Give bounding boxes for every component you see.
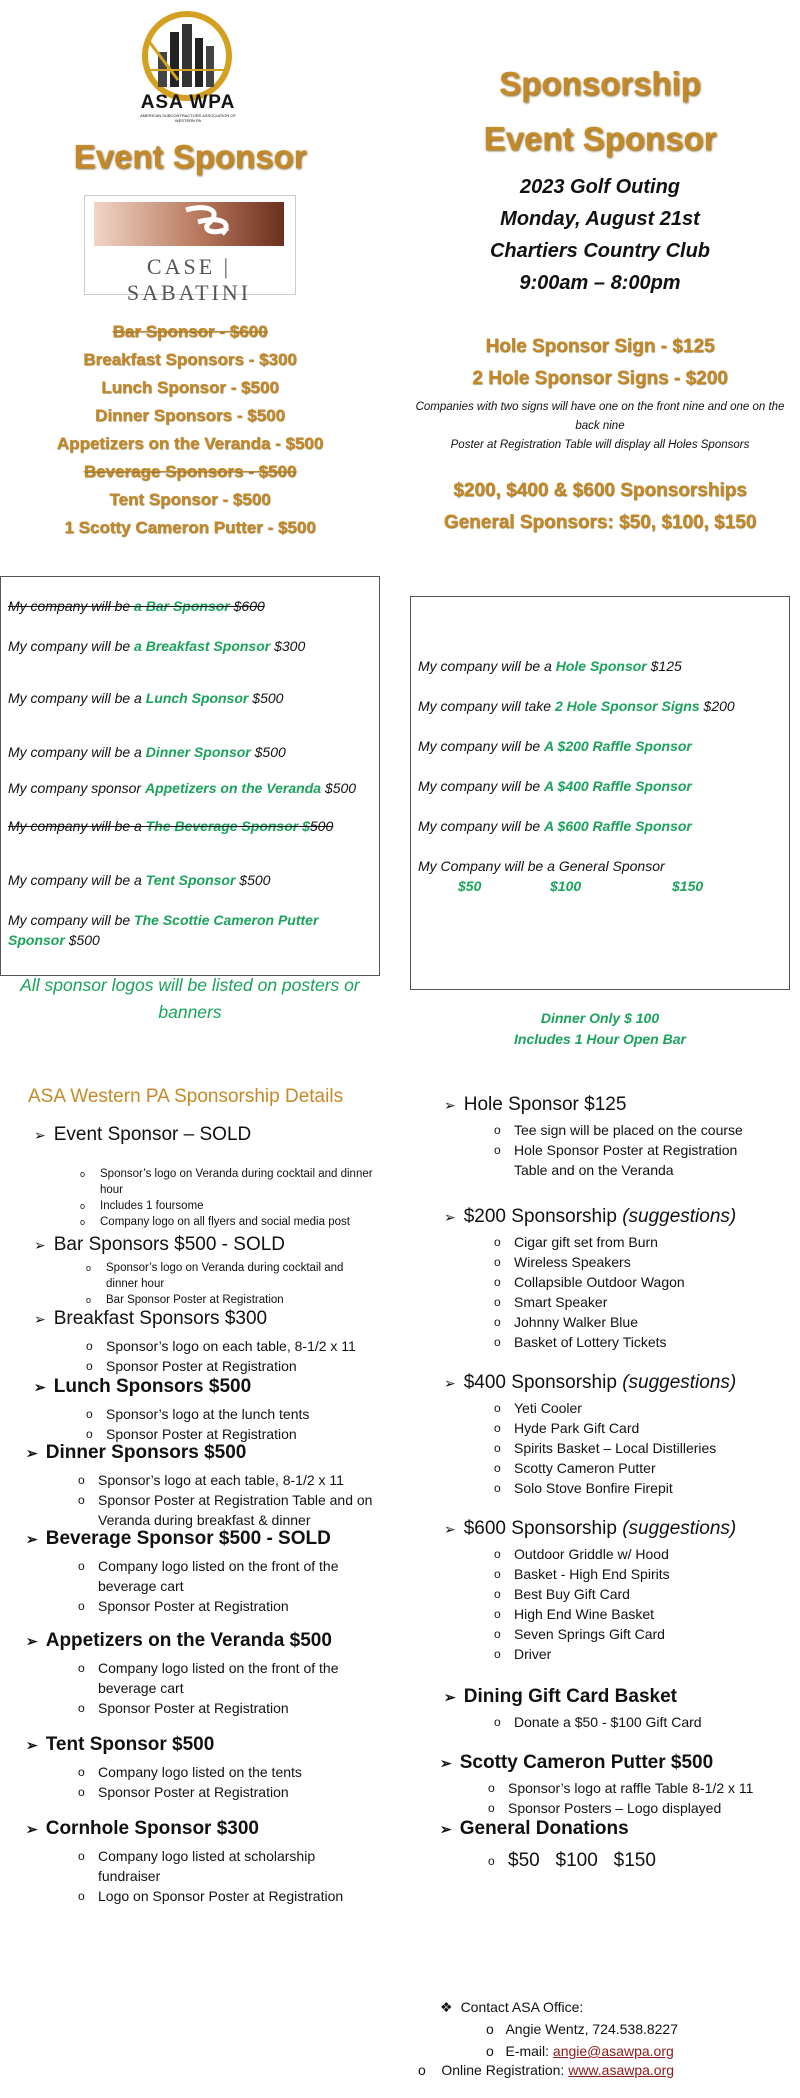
arrow-bullet-icon: ➢	[440, 1821, 452, 1837]
arrow-bullet-icon: ➢	[440, 1755, 452, 1771]
form-option-raffle-200[interactable]: My company will be A $200 Raffle Sponsor	[418, 738, 692, 754]
left-sponsor-bar: Bar Sponsor - $600	[112, 322, 268, 341]
detail-dinner-sponsors: ➢ Dinner Sponsors $500	[26, 1442, 247, 1463]
detail-event-sponsor: ➢ Event Sponsor – SOLD	[34, 1124, 252, 1145]
detail-600-sponsorship: ➢ $600 Sponsorship (suggestions)	[444, 1518, 737, 1539]
detail-600-sponsorship-list: o Outdoor Griddle w/ Hood o Basket - High End Spirits o Best Buy Gift Card o High End Wine Basket o Seven Springs Gift Card o Driver	[492, 1544, 772, 1664]
sponsorship-levels: $200, $400 & $600 Sponsorships	[453, 480, 747, 501]
detail-tent-sponsor-list: o Company logo listed on the tents o Sponsor Poster at Registration	[76, 1762, 376, 1802]
detail-cornhole-sponsor: ➢ Cornhole Sponsor $300	[26, 1818, 260, 1839]
arrow-bullet-icon: ➢	[444, 1521, 456, 1537]
contact-block	[440, 1996, 780, 2062]
arrow-bullet-icon: ➢	[34, 1379, 46, 1395]
detail-200-sponsorship-list: o Cigar gift set from Burn o Wireless Speakers o Collapsible Outdoor Wagon o Smart Speaker o Johnny Walker Blue o Basket of Lottery Tickets	[492, 1232, 772, 1352]
form-option-hole[interactable]: My company will be a Hole Sponsor $125	[418, 658, 682, 674]
form-option-breakfast[interactable]: My company will be a Breakfast Sponsor $300	[8, 638, 306, 654]
detail-scotty-cameron: ➢ Scotty Cameron Putter $500	[440, 1752, 714, 1773]
left-event-sponsor-title: Event Sponsor	[73, 138, 307, 175]
detail-dining-gift-card: ➢ Dining Gift Card Basket	[444, 1686, 677, 1707]
arrow-bullet-icon: ➢	[34, 1127, 46, 1143]
form-option-appetizers[interactable]: My company sponsor Appetizers on the Veranda $500	[8, 780, 357, 796]
detail-beverage-sponsor-list: o Company logo listed on the front of the beverage cart o Sponsor Poster at Registration	[76, 1556, 376, 1616]
detail-scotty-cameron-list: o Sponsor’s logo at raffle Table 8-1/2 x 11 o Sponsor Posters – Logo displayed	[486, 1778, 786, 1818]
arrow-bullet-icon: ➢	[444, 1375, 456, 1391]
arrow-bullet-icon: ➢	[444, 1689, 456, 1705]
left-sponsor-appetizers: Appetizers on the Veranda - $500	[56, 434, 324, 453]
left-sponsor-putter: 1 Scotty Cameron Putter - $500	[64, 518, 316, 537]
arrow-bullet-icon: ➢	[26, 1737, 38, 1753]
left-sponsor-beverage: Beverage Sponsors - $500	[83, 462, 297, 481]
arrow-bullet-icon: ➢	[34, 1237, 46, 1253]
case-sabatini-emblem	[94, 202, 284, 246]
arrow-bullet-icon: ➢	[34, 1311, 46, 1327]
contact-name: o Angie Wentz, 724.538.8227	[486, 2021, 679, 2037]
form-option-raffle-600[interactable]: My company will be A $600 Raffle Sponsor	[418, 818, 692, 834]
detail-cornhole-sponsor-list: o Company logo listed at scholarship fundraiser o Logo on Sponsor Poster at Registration	[76, 1846, 376, 1906]
form-option-raffle-400[interactable]: My company will be A $400 Raffle Sponsor	[418, 778, 692, 794]
detail-beverage-sponsor: ➢ Beverage Sponsor $500 - SOLD	[26, 1528, 331, 1549]
detail-appetizers-list: o Company logo listed on the front of the beverage cart o Sponsor Poster at Registration	[76, 1658, 376, 1718]
detail-lunch-sponsors-list: o Sponsor’s logo at the lunch tents o Sponsor Poster at Registration	[84, 1404, 384, 1444]
detail-breakfast-sponsors: ➢ Breakfast Sponsors $300	[34, 1308, 268, 1329]
detail-dining-gift-card-list: o Donate a $50 - $100 Gift Card	[492, 1712, 772, 1732]
form-option-general[interactable]: My Company will be a General Sponsor	[418, 858, 665, 874]
detail-tent-sponsor: ➢ Tent Sponsor $500	[26, 1734, 215, 1755]
arrow-bullet-icon: ➢	[26, 1445, 38, 1461]
form-option-dinner[interactable]: My company will be a Dinner Sponsor $500	[8, 744, 286, 760]
detail-bar-sponsors-list: o Sponsor’s logo on Veranda during cocktail and dinner hour o Bar Sponsor Poster at Registration	[84, 1260, 374, 1308]
hole-poster-note: Poster at Registration Table will display all Holes Sponsors	[450, 439, 750, 451]
diamond-bullet-icon: ❖	[440, 1999, 453, 2015]
event-date: Monday, August 21st	[500, 208, 700, 230]
detail-event-sponsor-list: o Sponsor’s logo on Veranda during cocktail and dinner hour o Includes 1 foursome o Company logo on all flyers and social media post	[78, 1166, 378, 1230]
logo-subtitle: AMERICAN SUBCONTRACTORS ASSOCIATION OF WESTERN PA	[140, 113, 236, 123]
detail-400-sponsorship-list: o Yeti Cooler o Hyde Park Gift Card o Spirits Basket – Local Distilleries o Scotty Cameron Putter o Solo Stove Bonfire Firepit	[492, 1398, 772, 1498]
logo-text: ASA WPA	[140, 92, 236, 113]
case-sabatini-text: CASE | SABATINI	[126, 254, 252, 305]
two-hole-signs-price: 2 Hole Sponsor Signs - $200	[472, 368, 728, 389]
detail-hole-sponsor: ➢ Hole Sponsor $125	[444, 1094, 627, 1115]
detail-400-sponsorship: ➢ $400 Sponsorship (suggestions)	[444, 1372, 737, 1393]
hole-sponsor-sign-price: Hole Sponsor Sign - $125	[485, 336, 715, 357]
arrow-bullet-icon: ➢	[444, 1209, 456, 1225]
contact-email-line: o E-mail: angie@asawpa.org	[486, 2043, 674, 2059]
form-option-two-holes[interactable]: My company will take 2 Hole Sponsor Signs $200	[418, 698, 735, 714]
form-option-tent[interactable]: My company will be a Tent Sponsor $500	[8, 872, 271, 888]
contact-email-link[interactable]: angie@asawpa.org	[552, 2043, 674, 2059]
detail-hole-sponsor-list: o Tee sign will be placed on the course o Hole Sponsor Poster at Registration Table and on the Veranda	[492, 1120, 772, 1180]
left-sponsor-dinner: Dinner Sponsors - $500	[95, 406, 285, 425]
dinner-only-price: Dinner Only $ 100	[540, 1010, 660, 1026]
general-amount-50[interactable]: $50	[458, 878, 482, 894]
detail-breakfast-sponsors-list: o Sponsor’s logo on each table, 8-1/2 x 11 o Sponsor Poster at Registration	[84, 1336, 384, 1376]
logos-note: All sponsor logos will be listed on posters or banners	[20, 975, 360, 1022]
detail-dinner-sponsors-list: o Sponsor’s logo at each table, 8-1/2 x 11 o Sponsor Poster at Registration Table and on Veranda during breakfast & dinner	[76, 1470, 376, 1530]
detail-200-sponsorship: ➢ $200 Sponsorship (suggestions)	[444, 1206, 737, 1227]
general-amount-100[interactable]: $100	[550, 878, 582, 894]
arrow-bullet-icon: ➢	[444, 1097, 456, 1113]
form-option-putter[interactable]: My company will be The Scottie Cameron Putter Sponsor $500	[8, 912, 319, 948]
left-sponsor-tent: Tent Sponsor - $500	[109, 490, 271, 509]
general-amount-150[interactable]: $150	[672, 878, 704, 894]
form-option-bar[interactable]: My company will be a Bar Sponsor $600	[8, 598, 265, 614]
detail-appetizers: ➢ Appetizers on the Veranda $500	[26, 1630, 332, 1651]
details-title: ASA Western PA Sponsorship Details	[28, 1086, 344, 1107]
form-option-beverage[interactable]: My company will be a The Beverage Sponsor $500	[8, 818, 334, 834]
detail-general-donations-list: o $50 $100 $150	[486, 1848, 786, 1874]
right-sponsorship-title: Sponsorship	[499, 65, 701, 102]
dinner-open-bar: Includes 1 Hour Open Bar	[514, 1031, 686, 1047]
detail-lunch-sponsors: ➢ Lunch Sponsors $500	[34, 1376, 252, 1397]
general-sponsors-levels: General Sponsors: $50, $100, $150	[443, 512, 757, 533]
online-registration: o Online Registration: www.asawpa.org	[418, 2062, 675, 2078]
detail-bar-sponsors: ➢ Bar Sponsors $500 - SOLD	[34, 1234, 286, 1255]
online-registration-link[interactable]: www.asawpa.org	[568, 2062, 675, 2078]
detail-general-donations: ➢ General Donations	[440, 1818, 629, 1839]
event-time: 9:00am – 8:00pm	[519, 272, 681, 294]
right-event-sponsor-title: Event Sponsor	[483, 120, 717, 157]
left-sponsor-lunch: Lunch Sponsor - $500	[101, 378, 279, 397]
contact-title: ❖ Contact ASA Office:	[440, 1999, 584, 2015]
left-sponsor-breakfast: Breakfast Sponsors - $300	[83, 350, 297, 369]
arrow-bullet-icon: ➢	[26, 1633, 38, 1649]
hole-sign-note: Companies with two signs will have one on the front nine and one on the back nine	[415, 401, 785, 432]
dinner-only-note	[410, 1008, 790, 1050]
arrow-bullet-icon: ➢	[26, 1531, 38, 1547]
event-venue: Chartiers Country Club	[489, 240, 711, 262]
form-option-lunch[interactable]: My company will be a Lunch Sponsor $500	[8, 690, 284, 706]
event-name: 2023 Golf Outing	[519, 176, 681, 198]
arrow-bullet-icon: ➢	[26, 1821, 38, 1837]
